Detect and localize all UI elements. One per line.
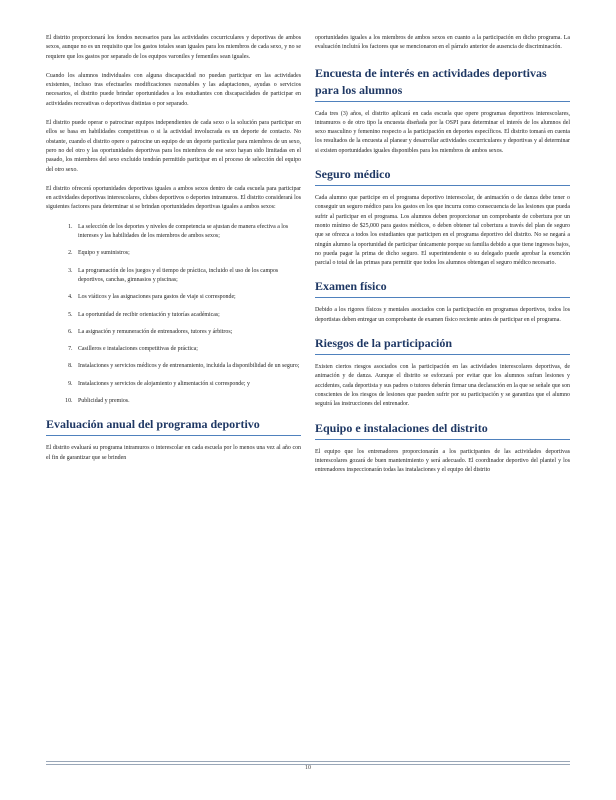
- footer-divider: [46, 761, 570, 762]
- page-number: 10: [305, 765, 311, 771]
- heading-divider: [315, 354, 570, 355]
- paragraph-equal-opportunities: El distrito ofrecerá oportunidades deportivas iguales a ambos sexos dentro de cada escuela para participar en actividades deportivas interescolares, clubes deportivos o deportes intramuros. El distrito considerará los siguientes factores para determinar si se brindan oportunidades deportivas iguales a ambos sexos:: [46, 185, 301, 211]
- factors-list: [46, 223, 301, 407]
- heading-participation-risks: Riesgos de la participación: [315, 336, 452, 351]
- right-column: [315, 34, 570, 485]
- paragraph-risks: Existen ciertos riesgos asociados con la participación en las actividades interescolares deportivas, de animación y de danza. Aunque el distrito se esforzará por evitar que los alumnos sufran lesiones y accidentes, cada deportista y sus padres o tutores deberán firmar una declaración en la que se señale que son conscientes de los riesgos de lesiones que pueden sufrir por su participación y se garantiza que el alumno seguirá las instrucciones del entrenador.: [315, 364, 570, 408]
- heading-divider: [315, 185, 570, 186]
- heading-interest-survey: Encuesta de interés en actividades deportivas para los alumnos: [315, 65, 547, 97]
- heading-divider: [315, 439, 570, 440]
- list-item: 1. La selección de los deportes y niveles de competencia se ajustan de manera efectiva a los intereses y las habilidades de los miembros de ambos sexos;: [74, 223, 301, 242]
- list-item: 8. Instalaciones y servicios médicos y de entrenamiento, incluida la disponibilidad de un seguro;: [74, 362, 301, 371]
- list-item: 6. La asignación y remuneración de entrenadores, tutores y árbitros;: [74, 328, 301, 337]
- paragraph-separate-teams: El distrito puede operar o patrocinar equipos independientes de cada sexo o la solución para participar en ellos se basa en habilidades competitivas o si la actividad involucrada es un deporte de contacto. No obstante, cuando el distrito opere o patrocine un equipo de un deporte particular para miembros de un sexo, pero no del otro y las oportunidades deportivas para los miembros de ese sexo hayan sido limitadas en el pasado, los miembros del sexo excluido tendrán permitido participar en el proceso de selección del equipo del otro sexo.: [46, 120, 301, 173]
- heading-annual-evaluation: Evaluación anual del programa deportivo: [46, 417, 260, 432]
- paragraph-equipment: El equipo que los entrenadores proporcionarán a los participantes de las actividades deportivas interescolares gozará de buen mantenimiento y será adecuado. El coordinador deportivo del plantel y los entrenadores inspeccionarán todas las instalaciones y el equipo del distrito: [315, 448, 570, 474]
- list-item: 4. Los viáticos y las asignaciones para gastos de viaje si corresponde;: [74, 293, 301, 302]
- heading-district-equipment: Equipo e instalaciones del distrito: [315, 420, 488, 435]
- list-item: 2. Equipo y suministros;: [74, 249, 301, 258]
- paragraph-insurance: Cada alumno que participe en el programa deportivo interescolar, de animación o de danza debe tener o conseguir un seguro médico para los gastos en los que incurra como consecuencia de las lesiones que pueda sufrir al participar en el programa. Los alumnos deben proporcionar un comprobante de cobertura por un monto mínimo de $25,000 para gastos médicos, o deben obtener tal cobertura a través del plan de seguro que se ofrezca a todos los estudiantes que participen en el programa deportivo del distrito. No se negará a ningún alumno la oportunidad de participar únicamente porque su familia debido a que tiene ingresos bajos, no pueda pagar la prima de dicho seguro. El superintendente o su delegado puede aprobar la exención parcial o total de las primas para permitir que todos los alumnos obtengan el seguro médico necesario.: [315, 195, 570, 267]
- list-item: 9. Instalaciones y servicios de alojamiento y alimentación si corresponde; y: [74, 380, 301, 389]
- paragraph-exam: Debido a los rigores físicos y mentales asociados con la participación en programas deportivos, todos los deportistas deben entregar un comprobante de examen físico reciente antes de participar en el programa.: [315, 307, 570, 323]
- paragraph-evaluation: El distrito evaluará su programa intramuros o interescolar en cada escuela por lo menos una vez al año con el fin de garantizar que se brinden: [46, 445, 301, 461]
- heading-divider: [315, 101, 570, 102]
- heading-medical-insurance: Seguro médico: [315, 167, 391, 182]
- heading-divider: [315, 297, 570, 298]
- list-item: 7. Casilleros e instalaciones competitivas de práctica;: [74, 345, 301, 354]
- paragraph-disabilities: Cuando los alumnos individuales con alguna discapacidad no puedan participar en las actividades existentes, incluso tras efectuarles modificaciones razonables y las adaptaciones, ayudas o servicios necesarios, el distrito puede brindar oportunidades a los estudiantes con discapacidades de participar en actividades recreativas o deportivas distintas o por separado.: [46, 72, 301, 107]
- heading-physical-exam: Examen físico: [315, 279, 387, 294]
- paragraph-funding: El distrito proporcionará los fondos necesarios para las actividades cocurriculares y deportivas de ambos sexos, aunque no es un requisito que los gastos totales sean iguales para los miembros de cada sexo, y no se requiere que los gastos por separado de los equipos varoniles y femeniles sean iguales.: [46, 35, 301, 60]
- left-column: [46, 34, 301, 473]
- list-item: 5. La oportunidad de recibir orientación y tutorías académicas;: [74, 311, 301, 320]
- list-item: 3. La programación de los juegos y el tiempo de práctica, incluido el uso de los campos deportivos, canchas, gimnasios y piscinas;: [74, 267, 301, 286]
- paragraph-evaluation-continued: oportunidades iguales a los miembros de ambos sexos en cuanto a la participación en dicho programa. La evaluación incluirá los factores que se mencionaron en el párrafo anterior de ausencia de discriminación.: [315, 35, 570, 51]
- heading-divider: [46, 435, 301, 436]
- list-item: 10. Publicidad y premios.: [74, 397, 301, 406]
- paragraph-survey: Cada tres (3) años, el distrito aplicará en cada escuela que opere programas deportivos interescolares, intramuros o de otro tipo la encuesta diseñada por la OSPI para determinar el interés de los alumnos del sexo masculino y femenino respecto a la participación en deportes específicos. El distrito tomará en cuenta los resultados de la encuesta al planear y desarrollar actividades cocurriculares y deportivas y al determinar si existen oportunidades iguales disponibles para los miembros de ambos sexos.: [315, 110, 570, 154]
